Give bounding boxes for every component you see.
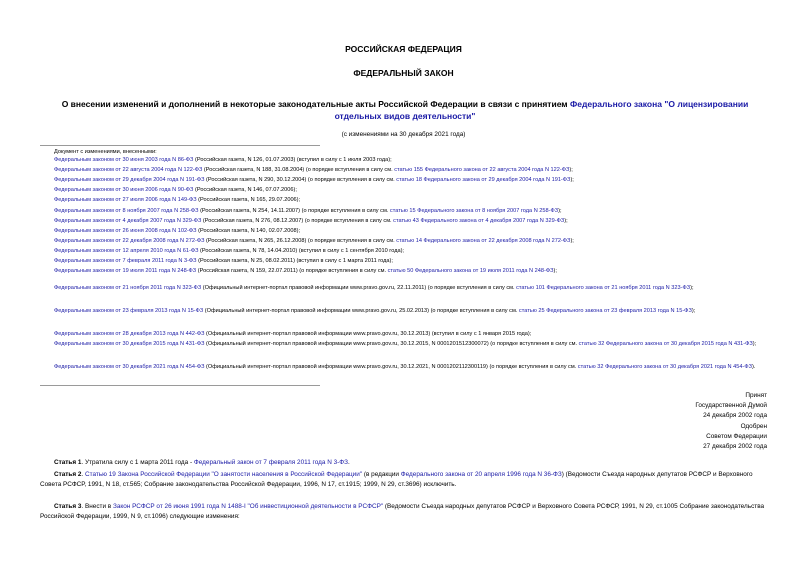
change-law-link[interactable]: Федеральным законом от 23 февраля 2013 года N 15-ФЗ — [54, 308, 204, 314]
change-article-link[interactable]: статью 101 Федерального закона от 21 ноября 2011 года N 323-ФЗ — [516, 285, 691, 291]
adoption-line: Государственной Думой — [695, 402, 767, 410]
change-law-link[interactable]: Федеральным законом от 29 декабря 2004 года N 191-ФЗ — [54, 177, 205, 184]
change-item — [54, 228, 770, 235]
change-article-link[interactable]: статью 15 Федерального закона от 8 ноября 2007 года N 258-ФЗ — [389, 207, 559, 214]
change-law-link[interactable]: Федеральным законом от 28 декабря 2013 года N 442-ФЗ — [54, 331, 205, 337]
change-item — [54, 248, 770, 255]
article-1-text: . Утратила силу с 1 марта 2011 года - — [81, 459, 194, 466]
article-2-text3: ) (Ведомости Съезда народных депутатов РСФСР и Верховного Совета РСФСР, 1991, N 18, ст.565; Собрание законодательства Российской Федерации, 1996, N 17, ст.1915; 1999, N 29, ст.3696) исключить. — [40, 471, 753, 488]
change-law-link[interactable]: Федеральным законом от 30 декабря 2021 года N 454-ФЗ — [54, 364, 205, 370]
article-2-text: . — [81, 471, 85, 478]
document-title — [40, 98, 770, 122]
change-law-link[interactable]: Федеральным законом от 26 июня 2008 года N 102-ФЗ — [54, 227, 197, 234]
change-article-link[interactable]: статью 14 Федерального закона от 22 декабря 2008 года N 272-ФЗ — [396, 237, 571, 244]
change-text: (Российская газета, N 140, 02.07.2008); — [196, 227, 301, 234]
article-3-link[interactable]: Закон РСФСР от 26 июня 1991 года N 1488-I "Об инвестиционной деятельности в РСФСР" — [112, 503, 384, 510]
change-text: (Российская газета, N 126, 01.07.2003) (вступил в силу с 1 июля 2003 года); — [193, 157, 392, 163]
change-text: (Российская газета, N 265, 26.12.2008) (о порядке вступления в силу см. — [204, 237, 397, 244]
change-text-end: ); — [752, 341, 757, 347]
adoption-line: 27 декабря 2002 года — [703, 443, 767, 451]
change-law-link[interactable]: Федеральным законом от 30 июня 2006 года N 90-ФЗ — [54, 187, 194, 194]
change-text: (Российская газета, N 276, 08.12.2007) (о порядке вступления в силу см. — [201, 217, 394, 224]
change-text: (Российская газета, N 188, 31.08.2004) (о порядке вступления в силу см. — [202, 167, 395, 174]
title-law-link[interactable]: Федерального закона "О лицензировании — [569, 99, 749, 109]
article-2-text2: (в редакции — [362, 471, 401, 478]
change-text-end: ); — [564, 217, 568, 224]
change-text-end: ); — [691, 308, 696, 314]
adoption-block — [607, 391, 767, 452]
change-article-link[interactable]: статью 25 Федерального закона от 23 февраля 2013 года N 15-ФЗ — [518, 308, 692, 314]
change-text-end: ); — [569, 167, 573, 174]
change-text-end: ); — [570, 237, 574, 244]
change-text-end: ); — [570, 177, 574, 184]
change-law-link[interactable]: Федеральным законом от 30 июня 2003 года N 86-ФЗ — [54, 157, 194, 163]
change-text: (Российская газета, N 165, 29.07.2006); — [196, 197, 301, 204]
article-2 — [40, 470, 770, 490]
adoption-line: Советом Федерации — [706, 432, 767, 440]
article-2-link[interactable]: Статью 19 Закона Российской Федерации "О занятости населения в Российской Федерации" — [84, 471, 363, 478]
country-heading: РОССИЙСКАЯ ФЕДЕРАЦИЯ — [345, 44, 462, 54]
change-law-link[interactable]: Федеральным законом от 4 декабря 2007 года N 329-ФЗ — [54, 217, 202, 224]
change-text: (Официальный интернет-портал правовой информации www.pravo.gov.ru, 22.11.2011) (о порядке вступления в силу см. — [201, 285, 517, 291]
change-law-link[interactable]: Федеральным законом от 22 августа 2004 года N 122-ФЗ — [54, 167, 203, 174]
doc-type-heading: ФЕДЕРАЛЬНЫЙ ЗАКОН — [353, 68, 454, 78]
change-text: (Российская газета, N 146, 07.07.2006); — [193, 187, 297, 194]
change-article-link[interactable]: статью 18 Федерального закона от 29 декабря 2004 года N 191-ФЗ — [396, 177, 571, 184]
change-text: (Официальный интернет-портал правовой информации www.pravo.gov.ru, 25.02.2013) (о порядке вступления в силу см. — [203, 308, 519, 314]
article-3-text: . Внести в — [81, 503, 113, 510]
adoption-line: Принят — [745, 392, 767, 399]
article-1-link[interactable]: Федеральный закон от 7 февраля 2011 года N 3-ФЗ — [193, 459, 348, 466]
change-text-end: ); — [690, 285, 694, 291]
change-article-link[interactable]: статью 32 Федерального закона от 30 декабря 2015 года N 431-ФЗ — [578, 341, 753, 347]
change-text: (Официальный интернет-портал правовой информации www.pravo.gov.ru, 30.12.2021, N 0001202112300119) (о порядке вступления в силу см. — [204, 364, 578, 370]
change-law-link[interactable]: Федеральным законом от 27 июля 2006 года N 149-ФЗ — [54, 197, 197, 204]
change-item — [40, 364, 770, 371]
change-law-link[interactable]: Федеральным законом от 22 декабря 2008 года N 272-ФЗ — [54, 237, 205, 244]
edition-note: (с изменениями на 30 декабря 2021 года) — [341, 131, 466, 138]
change-item — [40, 331, 770, 338]
change-article-link[interactable]: статью 50 Федерального закона от 19 июля 2011 года N 248-ФЗ — [387, 268, 554, 275]
changes-intro: Документ с изменениями, внесенными: — [54, 149, 157, 155]
change-text: (Российская газета, N 254, 14.11.2007) (о порядке вступления в силу см. — [198, 207, 390, 214]
change-law-link[interactable]: Федеральным законом от 12 апреля 2010 года N 61-ФЗ — [54, 247, 199, 254]
change-text: (Российская газета, N 25, 08.02.2011) (вступил в силу с 1 марта 2011 года); — [196, 258, 393, 264]
change-law-link[interactable]: Федеральным законом от 21 ноября 2011 года N 323-ФЗ — [54, 285, 202, 291]
article-2-link2[interactable]: Федерального закона от 20 апреля 1996 года N 36-ФЗ — [400, 471, 562, 478]
change-article-link[interactable]: статью 32 Федерального закона от 30 декабря 2021 года N 454-ФЗ — [577, 364, 752, 370]
change-text-end: ); — [553, 268, 557, 275]
change-item — [54, 177, 770, 184]
change-law-link[interactable]: Федеральным законом от 30 декабря 2015 года N 431-ФЗ — [54, 341, 205, 347]
change-text: (Официальный интернет-портал правовой информации www.pravo.gov.ru, 30.12.2015, N 0001201512300072) (о порядке вступления в силу см. — [204, 341, 579, 347]
divider-bottom — [40, 385, 320, 386]
change-text: (Официальный интернет-портал правовой информации www.pravo.gov.ru, 30.12.2013) (вступил в силу с 1 января 2015 года); — [204, 331, 532, 337]
article-1 — [40, 458, 770, 468]
article-3 — [40, 502, 770, 522]
change-item — [40, 308, 770, 315]
change-article-link[interactable]: статью 43 Федерального закона от 4 декабря 2007 года N 329-ФЗ — [393, 217, 565, 224]
article-3-label: Статья 3 — [54, 503, 82, 510]
article-2-label: Статья 2 — [54, 471, 82, 478]
article-1-label: Статья 1 — [54, 459, 82, 466]
change-item — [54, 157, 770, 164]
change-law-link[interactable]: Федеральным законом от 7 февраля 2011 года N 3-ФЗ — [54, 258, 197, 264]
change-law-link[interactable]: Федеральным законом от 19 июля 2011 года N 248-ФЗ — [54, 268, 197, 275]
title-text: О внесении изменений и дополнений в некоторые законодательные акты Российской Федерации в связи с принятием — [61, 99, 570, 109]
change-text: (Российская газета, N 78, 14.04.2010) (вступил в силу с 1 сентября 2010 года); — [198, 247, 404, 254]
change-item — [54, 208, 770, 215]
change-item — [54, 197, 770, 204]
change-text-end: ); — [558, 207, 562, 214]
change-text: (Российская газета, N 290, 30.12.2004) (о порядке вступления в силу см. — [204, 177, 397, 184]
change-item — [54, 218, 770, 225]
change-item — [54, 238, 770, 245]
change-text-end: ). — [751, 364, 756, 370]
change-article-link[interactable]: статью 155 Федерального закона от 22 августа 2004 года N 122-ФЗ — [394, 167, 570, 174]
adoption-line: Одобрен — [740, 422, 767, 430]
article-1-end: . — [348, 459, 350, 466]
divider-top — [40, 145, 320, 146]
change-item — [54, 258, 770, 265]
change-item — [54, 187, 770, 194]
adoption-line: 24 декабря 2002 года — [703, 412, 767, 420]
change-item — [40, 341, 770, 348]
change-item — [40, 285, 770, 292]
change-text: (Российская газета, N 159, 22.07.2011) (о порядке вступления в силу см. — [196, 268, 388, 275]
change-item — [54, 268, 770, 275]
change-law-link[interactable]: Федеральным законом от 8 ноября 2007 года N 258-ФЗ — [54, 207, 199, 214]
title-law-link-cont[interactable]: отдельных видов деятельности" — [334, 111, 476, 121]
article-3-text2: (Ведомости Съезда народных депутатов РСФСР и Верховного Совета РСФСР, 1991, N 29, ст.1005 Собрание законодательства Российской Федерации, 1999, N 9, ст.1096) следующие изменения: — [40, 503, 765, 520]
change-item — [54, 167, 770, 174]
